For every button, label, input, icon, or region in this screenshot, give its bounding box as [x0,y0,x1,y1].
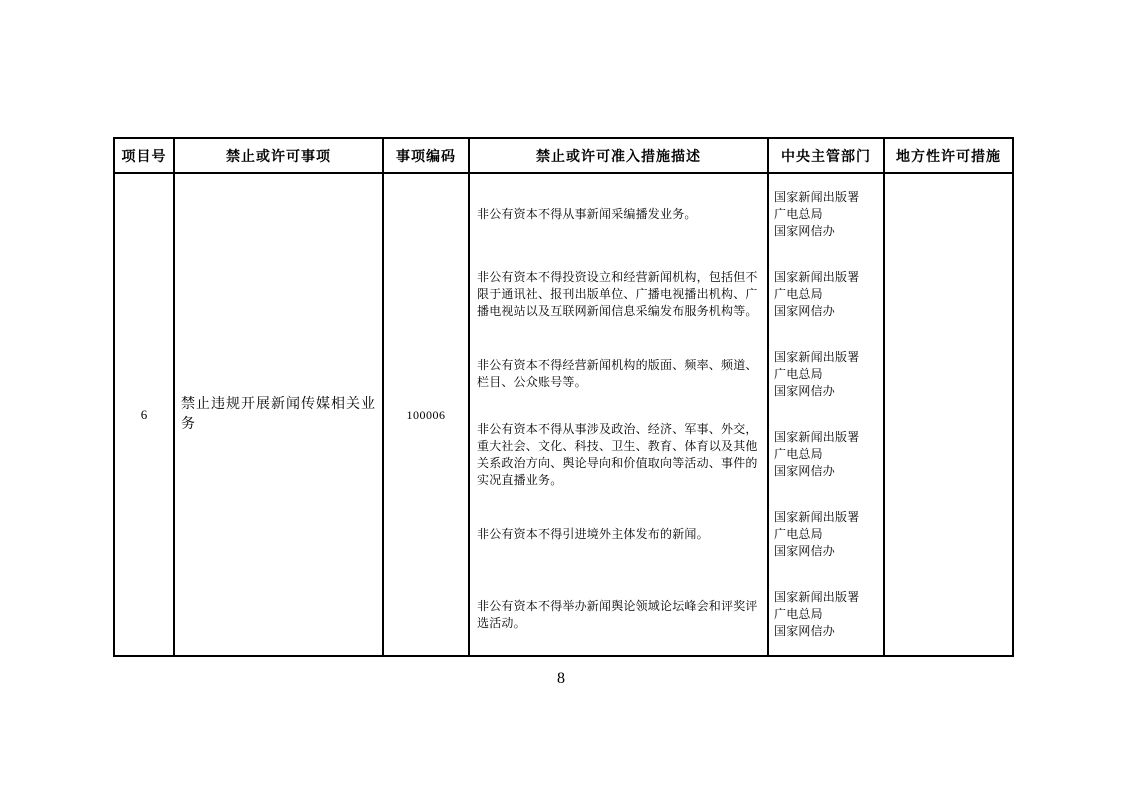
department-name: 国家网信办 [774,383,836,398]
measure-item [470,414,767,494]
department-name: 国家新闻出版署 [774,269,860,284]
item-no-cell: 6 [114,173,174,656]
measure-item [470,174,767,254]
item-name-text: 禁止违规开展新闻传媒相关业务 [181,396,376,432]
measure-item [470,334,767,414]
department-name: 广电总局 [774,286,823,301]
department-group [769,174,883,254]
department-group [769,575,883,655]
department-name: 广电总局 [774,607,823,622]
measures-list [470,174,767,655]
measure-item [470,495,767,575]
department-name: 国家网信办 [774,223,836,238]
page-number: 8 [557,670,565,687]
department-name: 国家网信办 [774,464,836,479]
measure-text: 非公有资本不得举办新闻舆论领域论坛峰会和评奖评选活动。 [477,598,758,630]
header-item-no: 项目号 [114,138,174,173]
measure-text: 非公有资本不得投资设立和经营新闻机构，包括但不限于通讯社、报刊出版单位、广播电视播出机构、广播电视站以及互联网新闻信息采编发布服务机构等。 [477,269,758,318]
header-central-department: 中央主管部门 [768,138,884,173]
department-name: 广电总局 [774,366,823,381]
table-row [114,173,1013,656]
header-local-measures: 地方性许可措施 [884,138,1013,173]
item-name-cell [174,173,383,656]
department-name: 国家网信办 [774,624,836,639]
department-group [769,254,883,334]
measure-text: 非公有资本不得引进境外主体发布的新闻。 [477,527,709,542]
department-name: 国家新闻出版署 [774,349,860,364]
departments-cell [768,173,884,656]
header-measure-description: 禁止或许可准入措施描述 [469,138,768,173]
department-name: 国家新闻出版署 [774,510,860,525]
item-code-text: 100006 [406,407,446,422]
department-name: 广电总局 [774,206,823,221]
measure-text: 非公有资本不得经营新闻机构的版面、频率、频道、栏目、公众账号等。 [477,358,758,390]
header-item-code: 事项编码 [383,138,469,173]
department-group [769,414,883,494]
measure-text: 非公有资本不得从事涉及政治、经济、军事、外交，重大社会、文化、科技、卫生、教育、体育以及其他关系政治方向、舆论导向和价值取向等活动、事件的实况直播业务。 [477,421,758,487]
measures-cell [469,173,768,656]
measure-item [470,575,767,655]
local-measures-cell [884,173,1013,656]
department-name: 国家新闻出版署 [774,430,860,445]
department-name: 广电总局 [774,447,823,462]
negative-list-table [113,137,1014,657]
header-prohibited-item: 禁止或许可事项 [174,138,383,173]
department-name: 国家网信办 [774,303,836,318]
department-name: 广电总局 [774,527,823,542]
measure-item [470,254,767,334]
department-group [769,495,883,575]
item-code-cell [383,173,469,656]
department-group [769,334,883,414]
department-name: 国家网信办 [774,544,836,559]
department-name: 国家新闻出版署 [774,590,860,605]
table-header-row [114,138,1013,173]
measure-text: 非公有资本不得从事新闻采编播发业务。 [477,206,697,221]
departments-list [769,174,883,655]
department-name: 国家新闻出版署 [774,189,860,204]
